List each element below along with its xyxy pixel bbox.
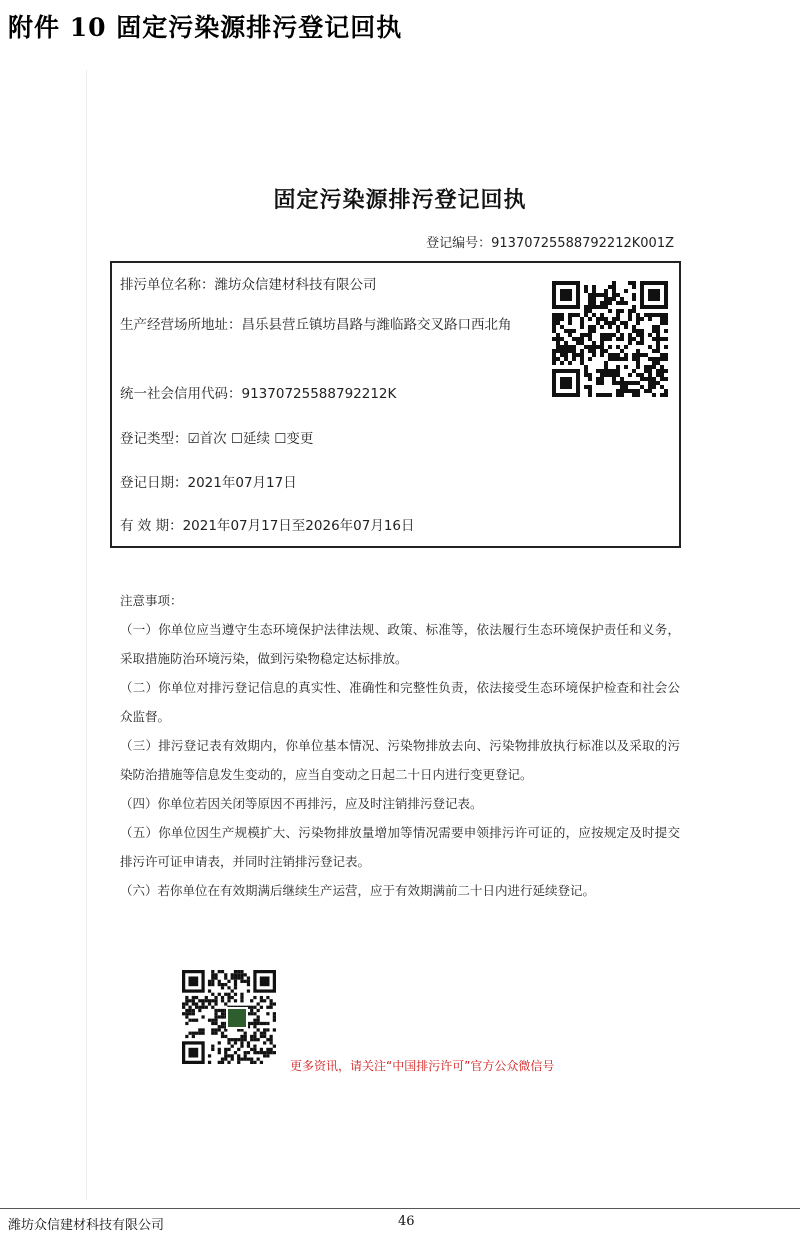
wechat-logo-icon [226,1007,248,1029]
receipt-info-box [110,261,681,548]
notes-section [120,591,680,905]
note-item: （四）你单位若因关闭等原因不再排污，应及时注销排污登记表。 [120,796,483,811]
note-item: （五）你单位因生产规模扩大、污染物排放量增加等情况需要申领排污许可证的，应按规定及时提交排污许可证申请表，并同时注销排污登记表。 [120,825,680,869]
business-address: 生产经营场所地址：昌乐县营丘镇坊昌路与潍临路交叉路口西北角 [120,317,512,333]
footer-company: 潍坊众信建材科技有限公司 [8,1218,165,1233]
document-heading: 附件 10 固定污染源排污登记回执 [8,13,403,42]
receipt-title: 固定污染源排污登记回执 [273,188,527,213]
notes-title: 注意事项： [120,593,183,608]
page-number: 46 [398,1214,415,1229]
validity-period: 有 效 期：2021年07月17日至2026年07月16日 [120,518,415,534]
note-item: （六）若你单位在有效期满后继续生产运营，应于有效期满前二十日内进行延续登记。 [120,883,596,898]
promo-text: 更多资讯，请关注“中国排污许可”官方公众微信号 [290,1059,555,1073]
footer-divider [0,1208,800,1209]
registration-number: 登记编号：91370725588792212K001Z [426,236,674,251]
note-item: （一）你单位应当遵守生态环境保护法律法规、政策、标准等，依法履行生态环境保护责任和义务，采取措施防治环境污染，做到污染物稳定达标排放。 [120,622,680,666]
qr-code-icon [552,281,668,397]
note-item: （二）你单位对排污登记信息的真实性、准确性和完整性负责，依法接受生态环境保护检查和社会公众监督。 [120,680,680,724]
wechat-qr-code-icon [182,970,290,1064]
unit-name: 排污单位名称：潍坊众信建材科技有限公司 [120,277,377,293]
credit-code: 统一社会信用代码：91370725588792212K [120,386,397,402]
registration-date: 登记日期：2021年07月17日 [120,475,297,491]
registration-type: 登记类型：☑首次 ☐延续 ☐变更 [120,431,314,447]
note-item: （三）排污登记表有效期内，你单位基本情况、污染物排放去向、污染物排放执行标准以及采取的污染防治措施等信息发生变动的，应当自变动之日起二十日内进行变更登记。 [120,738,680,782]
